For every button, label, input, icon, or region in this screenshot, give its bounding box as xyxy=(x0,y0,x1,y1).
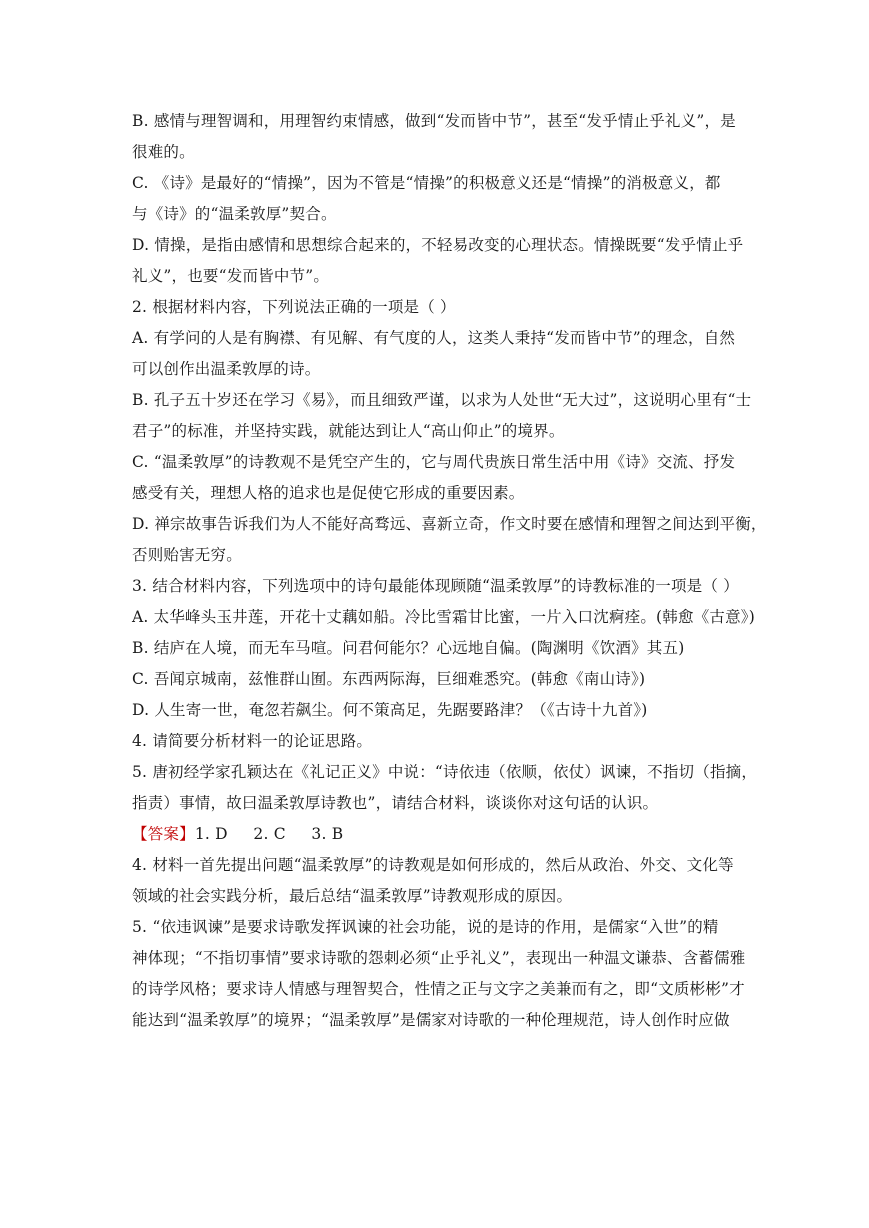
paragraph-q3b xyxy=(132,633,740,664)
paragraph-d xyxy=(132,230,744,292)
paragraph-q3 xyxy=(132,571,740,602)
text-line: A. 太华峰头玉井莲，开花十丈藕如船。冷比雪霜甘比蜜，一片入口沈痾痊。(韩愈《古意》) xyxy=(132,608,755,626)
text-line: 可以创作出温柔敦厚的诗。 xyxy=(132,360,321,378)
paragraph-e5 xyxy=(132,912,746,1036)
paragraph-q3d xyxy=(132,695,740,726)
paragraph-e4 xyxy=(132,850,740,912)
text-line: D. 人生寄一世，奄忽若飙尘。何不策高足，先踞要路津？（《古诗十九首》) xyxy=(132,701,648,719)
document-page xyxy=(132,106,767,1036)
paragraph-c xyxy=(132,168,740,230)
explanation-blocks xyxy=(132,850,746,1036)
paragraph-q2b xyxy=(132,385,752,447)
text-line: 5. 唐初经学家孔颖达在《礼记正义》中说：“诗依违（依顺，依仗）讽谏，不指切（指摘， xyxy=(132,763,758,781)
paragraph-q2 xyxy=(132,292,740,323)
text-line: 君子”的标准，并坚持实践，就能达到让人“高山仰止”的境界。 xyxy=(132,422,565,440)
text-line: B. 结庐在人境，而无车马喧。问君何能尔？心远地自偏。(陶渊明《饮酒》其五) xyxy=(132,639,685,657)
paragraph-q2d xyxy=(132,509,767,571)
text-line: 很难的。 xyxy=(132,143,195,161)
text-line: 3. 结合材料内容，下列选项中的诗句最能体现顾随“温柔敦厚”的诗教标准的一项是（ ） xyxy=(132,577,739,595)
text-line: C. “温柔敦厚”的诗教观不是凭空产生的，它与周代贵族日常生活中用《诗》交流、抒发 xyxy=(132,453,736,471)
paragraph-q5 xyxy=(132,757,758,819)
paragraph-b xyxy=(132,106,740,168)
text-line: C. 《诗》是最好的“情操”，因为不管是“情操”的积极意义还是“情操”的消极意义，都 xyxy=(132,174,721,192)
paragraph-q4 xyxy=(132,726,740,757)
text-line: 5. “依违讽谏”是要求诗歌发挥讽谏的社会功能，说的是诗的作用，是儒家“入世”的精 xyxy=(132,918,719,936)
text-line: B. 感情与理智调和，用理智约束情感，做到“发而皆中节”，甚至“发乎情止乎礼义”，是 xyxy=(132,112,736,130)
text-line: 否则贻害无穷。 xyxy=(132,546,242,564)
paragraph-q3a xyxy=(132,602,755,633)
text-line: 能达到“温柔敦厚”的境界；“温柔敦厚”是儒家对诗歌的一种伦理规范，诗人创作时应做 xyxy=(132,1011,730,1029)
text-line: 感受有关，理想人格的追求也是促使它形成的重要因素。 xyxy=(132,484,525,502)
text-line: 4. 材料一首先提出问题“温柔敦厚”的诗教观是如何形成的，然后从政治、外交、文化等 xyxy=(132,856,734,874)
answer-line xyxy=(132,819,740,850)
paragraph-q3c xyxy=(132,664,740,695)
text-line: D. 情操，是指由感情和思想综合起来的，不轻易改变的心理状态。情操既要“发乎情止乎 xyxy=(132,236,744,254)
text-line: 领域的社会实践分析，最后总结“温柔敦厚”诗教观形成的原因。 xyxy=(132,887,573,905)
text-line: 的诗学风格；要求诗人情感与理智契合，性情之正与文字之美兼而有之，即“文质彬彬”才 xyxy=(132,980,745,998)
paragraph-q2a xyxy=(132,323,740,385)
text-line: B. 孔子五十岁还在学习《易》，而且细致严谨，以求为人处世“无大过”，这说明心里有“士 xyxy=(132,391,752,409)
question-blocks xyxy=(132,106,767,819)
text-line: 神体现；“不指切事情”要求诗歌的怨刺必须“止乎礼义”，表现出一种温文谦恭、含蓄儒雅 xyxy=(132,949,746,967)
text-line: 4. 请简要分析材料一的论证思路。 xyxy=(132,732,373,750)
text-line: D. 禅宗故事告诉我们为人不能好高骛远、喜新立奇，作文时要在感情和理智之间达到平衡， xyxy=(132,515,767,533)
text-line: 与《诗》的“温柔敦厚”契合。 xyxy=(132,205,337,223)
text-line: 2. 根据材料内容，下列说法正确的一项是（ ） xyxy=(132,298,456,316)
text-line: C. 吾闻京城南，兹惟群山囿。东西两际海，巨细难悉究。(韩愈《南山诗》) xyxy=(132,670,646,688)
paragraph-q2c xyxy=(132,447,740,509)
answer-values: 1. D 2. C 3. B xyxy=(194,825,344,843)
text-line: 礼义”，也要“发而皆中节”。 xyxy=(132,267,330,285)
text-line: A. 有学问的人是有胸襟、有见解、有气度的人，这类人秉持“发而皆中节”的理念，自然 xyxy=(132,329,736,347)
answer-tag: 【答案】 xyxy=(132,825,195,843)
text-line: 指责）事情，故曰温柔敦厚诗教也”，请结合材料，谈谈你对这句话的认识。 xyxy=(132,794,659,812)
